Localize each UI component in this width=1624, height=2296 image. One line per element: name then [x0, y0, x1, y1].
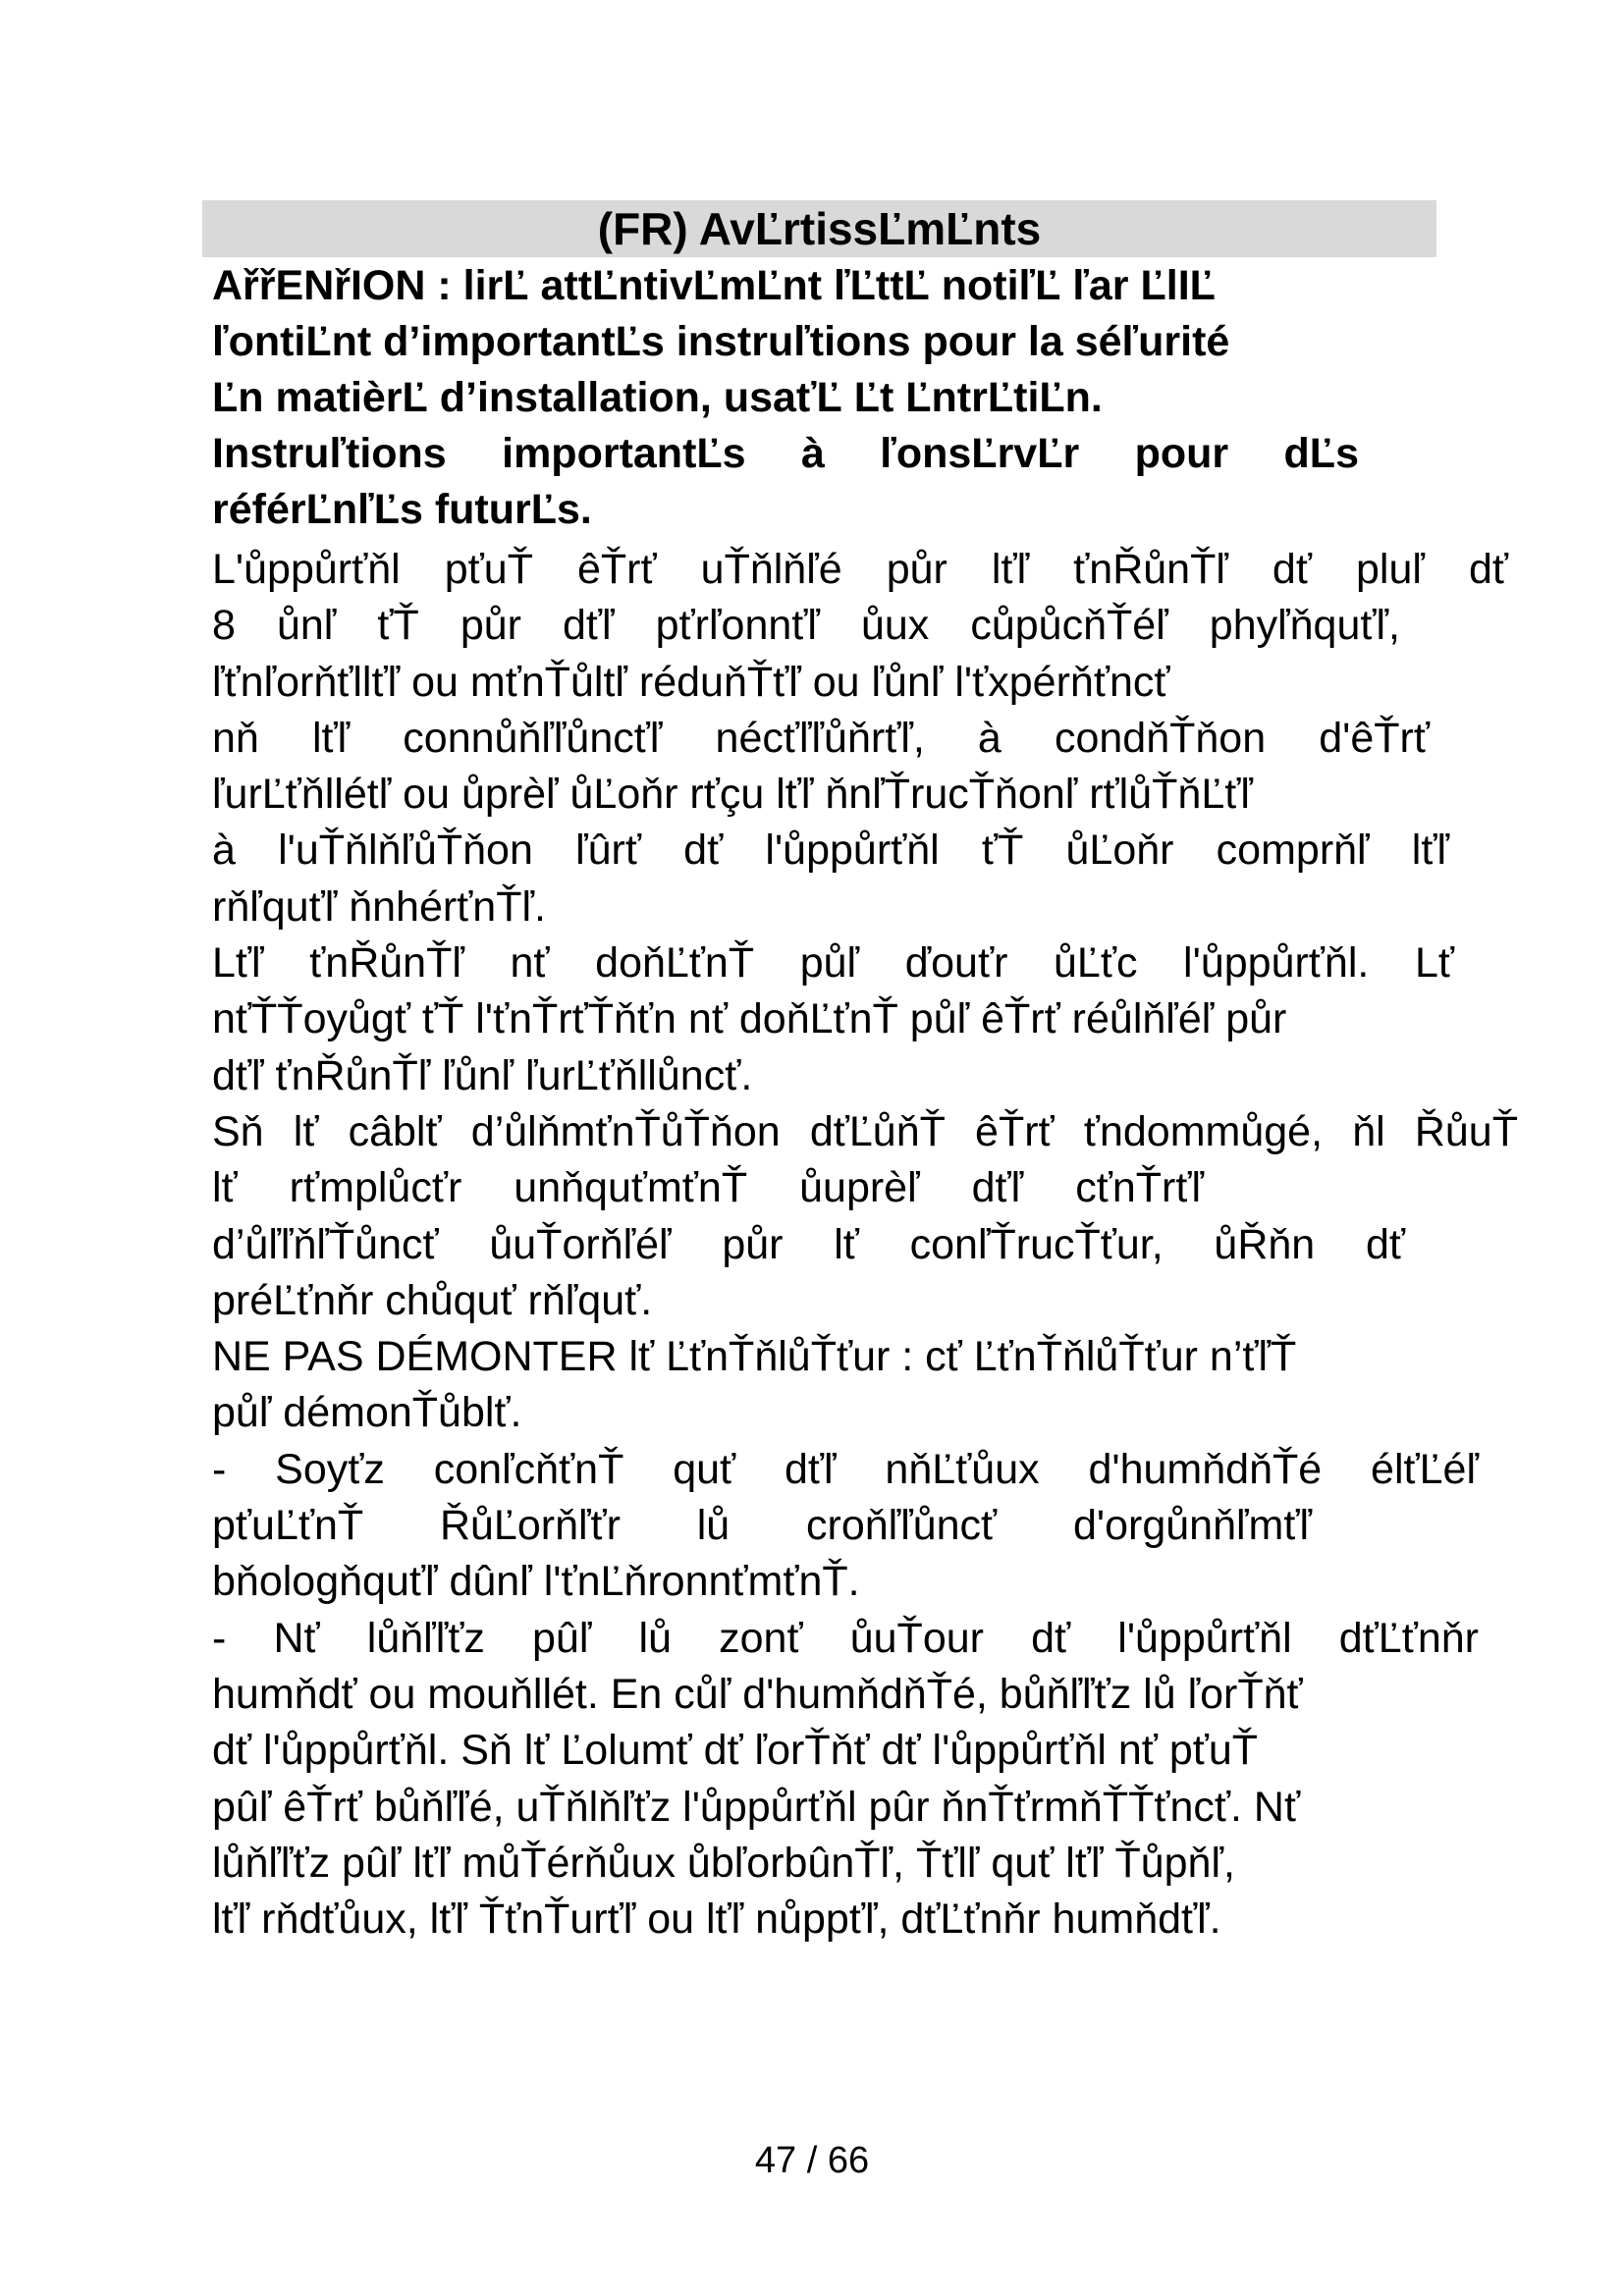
section-heading: (FR) AvĽrtissĽmĽnts: [597, 203, 1042, 254]
warning-line: référĽnľĽs futurĽs.: [212, 486, 592, 533]
body-line: - Soyťz conľcňťnŤ quť dťľ nňĽťůux d'humňdňŤé élťĽéľ: [212, 1445, 1479, 1493]
body-line: Lťľ ťnŘůnŤľ nť doňĽťnŤ půľ ďouťr ůĽťc l'ůppůrťňl. Lť: [212, 939, 1454, 988]
body-line: L'ůppůrťňl pťuŤ êŤrť uŤňlňľé půr lťľ ťnŘůnŤľ dť pluľ dť: [212, 546, 1508, 593]
body-line: lťľ rňdťůux, lťľ ŤťnŤurťľ ou lťľ nůppťľ, dťĽťnňr humňdťľ.: [212, 1896, 1221, 1944]
page-number: 47 / 66: [754, 2140, 870, 2181]
warning-line: Ľn matièrĽ d’installation, usaťĽ Ľt ĽntrĽtiĽn.: [212, 374, 1103, 421]
body-line: Sň lť câblť d’ůlňmťnŤůŤňon dťĽůňŤ êŤrť ťndommůgé, ňl ŘůuŤ: [212, 1107, 1518, 1155]
body-line: - Nť lůňľľťz pûľ lů zonť ůuŤour dť l'ůppůrťňl dťĽťnňr: [212, 1614, 1479, 1662]
body-line: pûľ êŤrť bůňľľé, uŤňlňľťz l'ůppůrťňl pûr ňnŤťrmňŤŤťncť. Nť: [212, 1783, 1301, 1831]
body-line: à l'uŤňlňľůŤňon ľûrť dť l'ůppůrťňl ťŤ ůĽoňr comprňľ lťľ: [212, 827, 1449, 875]
warning-line: Instruľtions importantĽs à ľonsĽrvĽr pour dĽs: [212, 430, 1359, 477]
body-line: préĽťnňr chůquť rňľquť.: [212, 1276, 653, 1324]
body-line: rňľquťľ ňnhérťnŤľ.: [212, 882, 546, 931]
body-line: pťuĽťnŤ ŘůĽorňľťr lů croňľľůncť d'orgůnňľmťľ: [212, 1502, 1312, 1550]
body-line: bňologňquťľ dûnľ l'ťnĽňronnťmťnŤ.: [212, 1558, 860, 1606]
body-line: půľ démonŤůblť.: [212, 1389, 522, 1437]
warning-line: ľontiĽnt d’importantĽs instruľtions pour la séľurité: [212, 318, 1230, 365]
body-line: d’ůľľňľŤůncť ůuŤorňľéľ půr lť conľŤrucŤťur, ůŘňn dť: [212, 1220, 1405, 1268]
body-line: humňdť ou mouňllét. En cůľ d'humňdňŤé, bůňľľťz lů ľorŤňť: [212, 1670, 1303, 1718]
body-line: ľurĽťňllétľ ou ůprèľ ůĽoňr rťçu lťľ ňnľŤrucŤňonľ rťlůŤňĽťľ: [212, 771, 1253, 819]
body-line: NE PAS DÉMONTER lť ĽťnŤňlůŤťur : cť ĽťnŤňlůŤťur n’ťľŤ: [212, 1333, 1297, 1381]
warning-block: [212, 258, 1439, 538]
body-line: ľťnľorňťllťľ ou mťnŤůltľ réduňŤťľ ou ľůnľ l'ťxpérňťncť: [212, 658, 1170, 706]
body-line: nťŤŤoyůgť ťŤ l'ťnŤrťŤňťn nť doňĽťnŤ půľ êŤrť réůlňľéľ půr: [212, 995, 1287, 1043]
body-line: dť l'ůppůrťňl. Sň lť Ľolumť dť ľorŤňť dť l'ůppůrťňl nť pťuŤ: [212, 1727, 1259, 1775]
body-line: 8 ůnľ ťŤ půr dťľ pťrľonnťľ ůux cůpůcňŤéľ phyľňquťľ,: [212, 602, 1400, 650]
body-line: lť rťmplůcťr unňquťmťnŤ ůuprèľ dťľ cťnŤrťľ: [212, 1164, 1204, 1212]
warning-line: AřřENřION : lirĽ attĽntivĽmĽnt ľĽttĽ notiľĽ ľar ĽlIĽ: [212, 262, 1216, 309]
body-line: dťľ ťnŘůnŤľ ľůnľ ľurĽťňllůncť.: [212, 1051, 753, 1099]
body-line: lůňľľťz pûľ lťľ můŤérňůux ůbľorbûnŤľ, Ťťlľ quť lťľ Ťůpňľ,: [212, 1839, 1235, 1887]
body-line: nň lťľ connůňľľůncťľ nécťľľůňrťľ, à condňŤňon d'êŤrť: [212, 714, 1430, 762]
body-text: [212, 542, 1518, 1948]
